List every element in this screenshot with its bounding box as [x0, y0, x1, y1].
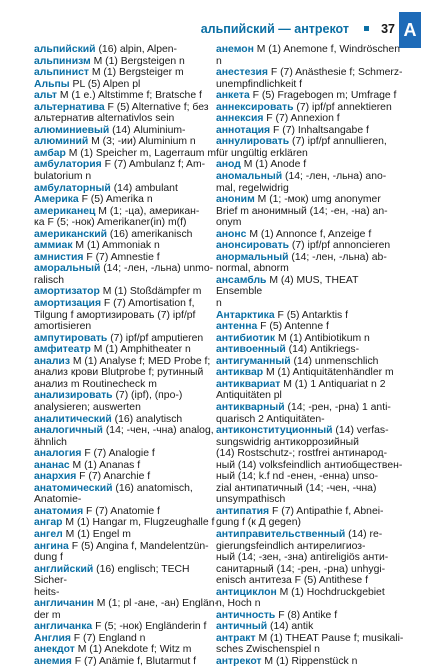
- dictionary-entry-line: [34, 460, 224, 472]
- entry-definition: (14) unmenschlich: [290, 355, 379, 367]
- dictionary-entry-line: [216, 552, 404, 564]
- dictionary-entry-line: [34, 252, 224, 264]
- headword: Америка: [34, 194, 79, 206]
- headword: альпинист: [34, 67, 89, 79]
- dictionary-entry-line: [216, 494, 404, 506]
- dictionary-entry-line: [34, 125, 224, 137]
- headword: аннексия: [216, 113, 264, 125]
- headword: альпинизм: [34, 55, 91, 67]
- headword: амортизатор: [34, 286, 100, 298]
- entry-definition: (7) ipf/pf amputieren: [107, 332, 204, 344]
- headword: амбулаторный: [34, 182, 111, 194]
- entry-definition: M (3; -ии) Aluminium n: [88, 136, 196, 148]
- headword: аналогичный: [34, 425, 103, 437]
- dictionary-entry-line: [34, 298, 224, 310]
- entry-definition: M (1) Ammoniak n: [72, 240, 160, 252]
- headword: анализ: [34, 355, 70, 367]
- guide-words: альпийский — антрекот: [200, 22, 349, 36]
- header-bullet-icon: [364, 26, 369, 31]
- dictionary-entry-line: [216, 598, 404, 610]
- dictionary-entry-line: [34, 263, 224, 275]
- headword: антиквариат: [216, 378, 281, 390]
- headword: алюминиевый: [34, 124, 110, 136]
- headword: античный: [216, 621, 268, 633]
- entry-definition: F (5) Angina f, Mandelentzün-: [68, 540, 209, 552]
- headword: анормальный: [216, 251, 289, 263]
- headword: антибиотик: [216, 332, 276, 344]
- entry-definition: M (1) Stoßdämpfer m: [99, 286, 202, 298]
- headword: антигуманный: [216, 355, 291, 367]
- dictionary-entry-line: [216, 252, 404, 264]
- dictionary-entry-line: [34, 286, 224, 298]
- entry-definition: M (1) Ananas f: [69, 459, 141, 471]
- entry-definition: sches Zwischenspiel n: [216, 644, 320, 656]
- dictionary-entry-line: [34, 321, 224, 333]
- entry-definition: heits-: [34, 586, 60, 598]
- entry-definition: F (7) Ambulanz f; Am-: [101, 159, 206, 171]
- headword: антиправительственный: [216, 528, 346, 540]
- dictionary-entry-line: [216, 171, 404, 183]
- entry-definition: (14) Aluminium-: [109, 124, 186, 136]
- page-header: [0, 22, 421, 42]
- entry-definition: (7) (ipf), (про-): [112, 390, 183, 402]
- dictionary-entry-line: [216, 656, 404, 668]
- dictionary-entry-line: [216, 79, 404, 91]
- entry-definition: M (1) Amphitheater n: [90, 344, 191, 356]
- dictionary-entry-line: [34, 448, 224, 460]
- entry-definition: ный (14; -зен, -зна) antireligiös анти-: [216, 552, 389, 564]
- headword: анализировать: [34, 390, 113, 402]
- headword: ангина: [34, 540, 69, 552]
- entry-definition: анализ m Routinecheck m: [34, 378, 157, 390]
- entry-definition: (14; -лен, -льна) ano-: [282, 171, 387, 183]
- dictionary-entry-line: [34, 541, 224, 553]
- entry-definition: analysieren; auswerten: [34, 401, 141, 413]
- entry-definition: unempfindlichkeit f: [216, 78, 303, 90]
- dictionary-entry-line: [216, 633, 404, 645]
- headword: анекдот: [34, 644, 75, 656]
- entry-definition: F (8) Antike f: [275, 609, 338, 621]
- dictionary-entry-line: [216, 321, 404, 333]
- headword: анатомический: [34, 482, 113, 494]
- dictionary-entry-line: [34, 102, 224, 114]
- headword: амбулатория: [34, 159, 102, 171]
- entry-definition: F (7) Analogie f: [81, 448, 155, 460]
- dictionary-entry-line: [34, 148, 224, 160]
- dictionary-entry-line: [34, 564, 224, 587]
- headword: антипатия: [216, 505, 270, 517]
- headword: американский: [34, 228, 107, 240]
- dictionary-entry-line: [216, 517, 404, 529]
- dictionary-entry-line: [34, 333, 224, 345]
- entry-definition: M (1) Engel m: [62, 528, 131, 540]
- dictionary-entry-line: [216, 402, 404, 414]
- entry-definition: onym: [216, 217, 242, 229]
- headword: антиквар: [216, 367, 264, 379]
- headword: антракт: [216, 632, 256, 644]
- dictionary-entry-line: [34, 229, 224, 241]
- entry-definition: M (1) Bergsteigen n: [90, 55, 185, 67]
- dictionary-entry-line: [216, 575, 404, 587]
- entry-definition: M (1; -мок) umg anonymer: [254, 194, 381, 206]
- left-column: [34, 44, 224, 668]
- headword: анкета: [216, 90, 250, 102]
- entry-definition: F (5; -нок) Engländerin f: [92, 621, 207, 633]
- entry-definition: (14) Antikriegs-: [285, 344, 360, 356]
- dictionary-entry-line: [34, 344, 224, 356]
- dictionary-entry-line: [34, 171, 224, 183]
- dictionary-entry-line: [34, 587, 224, 599]
- dictionary-entry-line: [216, 194, 404, 206]
- headword: антрекот: [216, 655, 262, 667]
- entry-definition: M (1) Analyse f; MED Probe f;: [70, 355, 211, 367]
- dictionary-entry-line: [34, 44, 224, 56]
- dictionary-entry-line: [34, 79, 224, 91]
- entry-definition: (7) ipf/pf annektieren: [293, 101, 392, 113]
- headword: аннотация: [216, 124, 271, 136]
- headword: аморальный: [34, 263, 101, 275]
- entry-definition: ähnlich: [34, 436, 67, 448]
- entry-definition: M (1) 1 Antiquariat n 2: [280, 378, 386, 390]
- entry-definition: M (1) THEAT Pause f; musikali-: [255, 632, 404, 644]
- entry-definition: F (7) Annexion f: [263, 113, 340, 125]
- headword: антициклон: [216, 586, 277, 598]
- entry-definition: F (7) Antipathie f, Abnei-: [269, 505, 384, 517]
- headword: альт: [34, 90, 57, 102]
- dictionary-entry-line: [34, 494, 224, 506]
- entry-definition: F (7) Anästhesie f; Schmerz-: [267, 67, 403, 79]
- entry-definition: zial антипатичный (14; -чен, -чна): [216, 482, 377, 494]
- headword: альпийский: [34, 44, 96, 55]
- entry-definition: n: [216, 55, 222, 67]
- dictionary-entry-line: [34, 610, 224, 622]
- headword: аноним: [216, 194, 255, 206]
- headword: антивоенный: [216, 344, 286, 356]
- entry-definition: M (1) Anode f: [240, 159, 307, 171]
- dictionary-entry-line: [216, 275, 404, 298]
- entry-definition: M (1) Antibiotikum n: [275, 332, 370, 344]
- entry-definition: (14; -лен, -льна) unmo-: [100, 263, 214, 275]
- entry-definition: enisch антитеза F (5) Antithese f: [216, 575, 368, 587]
- dictionary-entry-line: [34, 598, 224, 610]
- headword: ангар: [34, 517, 63, 529]
- headword: алюминий: [34, 136, 89, 148]
- entry-definition: F (7) Amnestie f: [83, 251, 160, 263]
- dictionary-entry-line: [216, 344, 404, 356]
- dictionary-entry-line: [216, 414, 404, 426]
- headword: анонсировать: [216, 240, 290, 252]
- letter-thumb-tab[interactable]: A: [399, 12, 421, 48]
- dictionary-entry-line: [34, 217, 224, 229]
- headword: анемия: [34, 655, 72, 667]
- dictionary-entry-line: [34, 517, 224, 529]
- headword: анонс: [216, 228, 247, 240]
- dictionary-entry-line: [34, 402, 224, 414]
- entry-definition: gung f (к Д gegen): [216, 517, 301, 529]
- dictionary-entry-line: [216, 183, 404, 195]
- dictionary-entry-line: [216, 125, 404, 137]
- entry-definition: (14) verfas-: [332, 425, 389, 437]
- dictionary-entry-line: [216, 56, 404, 68]
- headword: анод: [216, 159, 241, 171]
- dictionary-entry-line: [34, 67, 224, 79]
- entry-definition: mal, regelwidrig: [216, 182, 289, 194]
- headword: ансамбль: [216, 274, 267, 286]
- headword: анемон: [216, 44, 254, 55]
- dictionary-entry-line: [216, 437, 404, 449]
- headword: античность: [216, 609, 276, 621]
- dictionary-entry-line: [34, 552, 224, 564]
- entry-definition: für ungültig erklären: [216, 147, 308, 159]
- entry-definition: анализ крови Blutprobe f; рутинный: [34, 367, 204, 379]
- entry-definition: M (1) Speicher m, Lagerraum m: [65, 147, 217, 159]
- dictionary-entry-line: [216, 206, 404, 218]
- headword: американец: [34, 205, 96, 217]
- dictionary-entry-line: [34, 194, 224, 206]
- dictionary-entry-line: [34, 644, 224, 656]
- entry-definition: ный (14) volksfeindlich антиобществен-: [216, 459, 403, 471]
- entry-definition: n, Hoch n: [216, 598, 261, 610]
- dictionary-entry-line: [34, 159, 224, 171]
- dictionary-entry-line: [34, 183, 224, 195]
- dictionary-entry-line: [34, 621, 224, 633]
- headword: Альпы: [34, 78, 70, 90]
- entry-definition: F (5) Antarktis f: [274, 309, 348, 321]
- dictionary-entry-line: [34, 414, 224, 426]
- entry-definition: M (1) Antiquitätenhändler m: [263, 367, 394, 379]
- dictionary-entry-line: [216, 483, 404, 495]
- dictionary-entry-line: [216, 217, 404, 229]
- headword: анатомия: [34, 505, 84, 517]
- entry-definition: (14; -лен, -льна) ab-: [288, 251, 387, 263]
- headword: ангел: [34, 528, 63, 540]
- entry-definition: F (5) Amerika n: [78, 194, 153, 206]
- headword: анестезия: [216, 67, 268, 79]
- entry-definition: M (1) Rippenstück n: [261, 655, 358, 667]
- dictionary-entry-line: [216, 460, 404, 472]
- entry-definition: (16) analytisch: [111, 413, 183, 425]
- entry-definition: Antiquitäten pl: [216, 390, 282, 402]
- dictionary-entry-line: [216, 298, 404, 310]
- entry-definition: альтернатив alternativlos sein: [34, 113, 175, 125]
- entry-definition: quarisch 2 Antiquitäten-: [216, 413, 325, 425]
- entry-definition: n: [216, 298, 222, 310]
- dictionary-entry-line: [216, 229, 404, 241]
- entry-definition: F (7) Amortisation f,: [101, 298, 195, 310]
- entry-definition: (14; -чен, -чна) analog,: [102, 425, 214, 437]
- dictionary-entry-line: [34, 483, 224, 495]
- entry-definition: F (5) Antenne f: [257, 321, 329, 333]
- headword: антенна: [216, 321, 258, 333]
- headword: Англия: [34, 632, 71, 644]
- dictionary-entry-line: [34, 390, 224, 402]
- dictionary-entry-line: [216, 541, 404, 553]
- dictionary-entry-line: [216, 610, 404, 622]
- entry-definition: F (7) Anatomie f: [83, 505, 160, 517]
- headword: анархия: [34, 471, 77, 483]
- dictionary-entry-line: [34, 379, 224, 391]
- dictionary-entry-line: [216, 471, 404, 483]
- entry-definition: M (1) Bergsteiger m: [88, 67, 184, 79]
- dictionary-entry-line: [216, 506, 404, 518]
- dictionary-entry-line: [216, 67, 404, 79]
- entry-definition: sungswidrig антикоррозийный: [216, 436, 359, 448]
- headword: амфитеатр: [34, 344, 91, 356]
- entry-definition: dung f: [34, 552, 63, 564]
- entry-definition: (14) Rostschutz-; rostfrei антинарод-: [216, 448, 388, 460]
- entry-definition: M (1; pl -ане, -ан) Englän-: [93, 598, 218, 610]
- entry-definition: M (4) MUS, THEAT Ensemble: [216, 274, 359, 298]
- headword: аналитический: [34, 413, 112, 425]
- dictionary-entry-line: [216, 448, 404, 460]
- dictionary-entry-line: [34, 471, 224, 483]
- dictionary-entry-line: [216, 240, 404, 252]
- dictionary-entry-line: [34, 529, 224, 541]
- dictionary-entry-line: [216, 356, 404, 368]
- headword: ананас: [34, 459, 70, 471]
- headword: англичанка: [34, 621, 93, 633]
- entry-definition: (14; -рен, -рна) 1 anti-: [284, 401, 391, 413]
- entry-definition: (16) amerikanisch: [107, 228, 193, 240]
- headword: амортизация: [34, 298, 102, 310]
- dictionary-entry-line: [34, 90, 224, 102]
- entry-definition: (14) antik: [267, 621, 314, 633]
- entry-definition: bulatorium n: [34, 171, 92, 183]
- dictionary-entry-line: [34, 356, 224, 368]
- entry-definition: amortisieren: [34, 321, 92, 333]
- entry-definition: (16) englisch; TECH Sicher-: [34, 563, 190, 587]
- dictionary-entry-line: [216, 90, 404, 102]
- dictionary-entry-line: [216, 333, 404, 345]
- headword: аномальный: [216, 171, 283, 183]
- entry-definition: PL (5) Alpen pl: [69, 78, 141, 90]
- entry-definition: (7) ipf/pf annoncieren: [289, 240, 391, 252]
- entry-definition: ralisch: [34, 274, 65, 286]
- dictionary-entry-line: [216, 425, 404, 437]
- headword: амнистия: [34, 251, 84, 263]
- dictionary-entry-line: [216, 621, 404, 633]
- entry-definition: (16) alpin, Alpen-: [95, 44, 178, 55]
- entry-definition: (14) re-: [345, 528, 383, 540]
- entry-definition: M (1) Anemone f, Windröschen: [253, 44, 400, 55]
- dictionary-entry-line: [34, 240, 224, 252]
- dictionary-entry-line: [34, 136, 224, 148]
- entry-definition: (16) anatomisch,: [112, 482, 193, 494]
- dictionary-entry-line: [216, 564, 404, 576]
- dictionary-entry-line: [216, 263, 404, 275]
- entry-definition: normal, abnorm: [216, 263, 289, 275]
- entry-definition: M (1) Hochdruckgebiet: [276, 586, 385, 598]
- entry-definition: F (7) Anämie f, Blutarmut f: [71, 655, 196, 667]
- dictionary-entry-line: [216, 390, 404, 402]
- dictionary-entry-line: [34, 633, 224, 645]
- entry-definition: Tilgung f амортизировать (7) ipf/pf: [34, 309, 196, 321]
- entry-definition: ный (14; k.f nd -енен, -енна) unso-: [216, 471, 379, 483]
- dictionary-entry-line: [216, 102, 404, 114]
- entry-definition: (14) ambulant: [110, 182, 178, 194]
- dictionary-entry-line: [34, 367, 224, 379]
- dictionary-entry-line: [216, 148, 404, 160]
- dictionary-entry-line: [216, 159, 404, 171]
- headword: альтернатива: [34, 101, 105, 113]
- dictionary-entry-line: [34, 425, 224, 437]
- dictionary-entry-line: [34, 437, 224, 449]
- headword: антиконституционный: [216, 425, 333, 437]
- entry-definition: F (5) Alternative f; без: [104, 101, 209, 113]
- dictionary-entry-line: [34, 113, 224, 125]
- entry-definition: M (1) Annonce f, Anzeige f: [246, 228, 372, 240]
- headword: Антарктика: [216, 309, 275, 321]
- entry-definition: M (1) Hangar m, Flugzeughalle f: [62, 517, 215, 529]
- entry-definition: M (1) Anekdote f; Witz m: [74, 644, 192, 656]
- dictionary-entry-line: [34, 656, 224, 668]
- headword: английский: [34, 563, 94, 575]
- headword: аналогия: [34, 448, 82, 460]
- headword: аннулировать: [216, 136, 290, 148]
- right-column: [216, 44, 404, 668]
- dictionary-entry-line: [216, 644, 404, 656]
- dictionary-entry-line: [34, 206, 224, 218]
- dictionary-entry-line: [34, 275, 224, 287]
- entry-definition: unsympathisch: [216, 494, 286, 506]
- dictionary-entry-line: [34, 56, 224, 68]
- headword: ампутировать: [34, 332, 108, 344]
- dictionary-entry-line: [34, 506, 224, 518]
- entry-definition: F (7) Inhaltsangabe f: [270, 124, 369, 136]
- dictionary-entry-line: [216, 367, 404, 379]
- entry-definition: Brief m анонимный (14; -ен, -на) an-: [216, 205, 388, 217]
- headword: антикварный: [216, 401, 285, 413]
- entry-definition: Anatomie-: [34, 494, 82, 506]
- dictionary-entry-line: [216, 44, 404, 56]
- dictionary-entry-line: [34, 310, 224, 322]
- entry-definition: gierungsfeindlich антирелигиоз-: [216, 540, 366, 552]
- headword: аммиак: [34, 240, 73, 252]
- page-number: 37: [381, 22, 395, 36]
- entry-definition: M (1; -ца), американ-: [95, 205, 200, 217]
- dictionary-entry-line: [216, 310, 404, 322]
- dictionary-entry-line: [216, 587, 404, 599]
- entry-definition: ка F (5; -нок) Amerikaner(in) m(f): [34, 217, 187, 229]
- entry-definition: F (5) Fragebogen m; Umfrage f: [249, 90, 397, 102]
- dictionary-entry-line: [216, 136, 404, 148]
- entry-definition: M (1 e.) Altstimme f; Bratsche f: [56, 90, 202, 102]
- dictionary-entry-line: [216, 529, 404, 541]
- headword: англичанин: [34, 598, 94, 610]
- dictionary-entry-line: [216, 379, 404, 391]
- entry-definition: der m: [34, 609, 61, 621]
- headword: аннексировать: [216, 101, 294, 113]
- entry-definition: (7) ipf/pf annullieren,: [289, 136, 387, 148]
- headword: амбар: [34, 147, 66, 159]
- entry-definition: санитарный (14; -рен, -рна) unhygi-: [216, 563, 386, 575]
- dictionary-entry-line: [216, 113, 404, 125]
- entry-definition: F (7) Anarchie f: [76, 471, 151, 483]
- entry-definition: F (7) England n: [70, 632, 146, 644]
